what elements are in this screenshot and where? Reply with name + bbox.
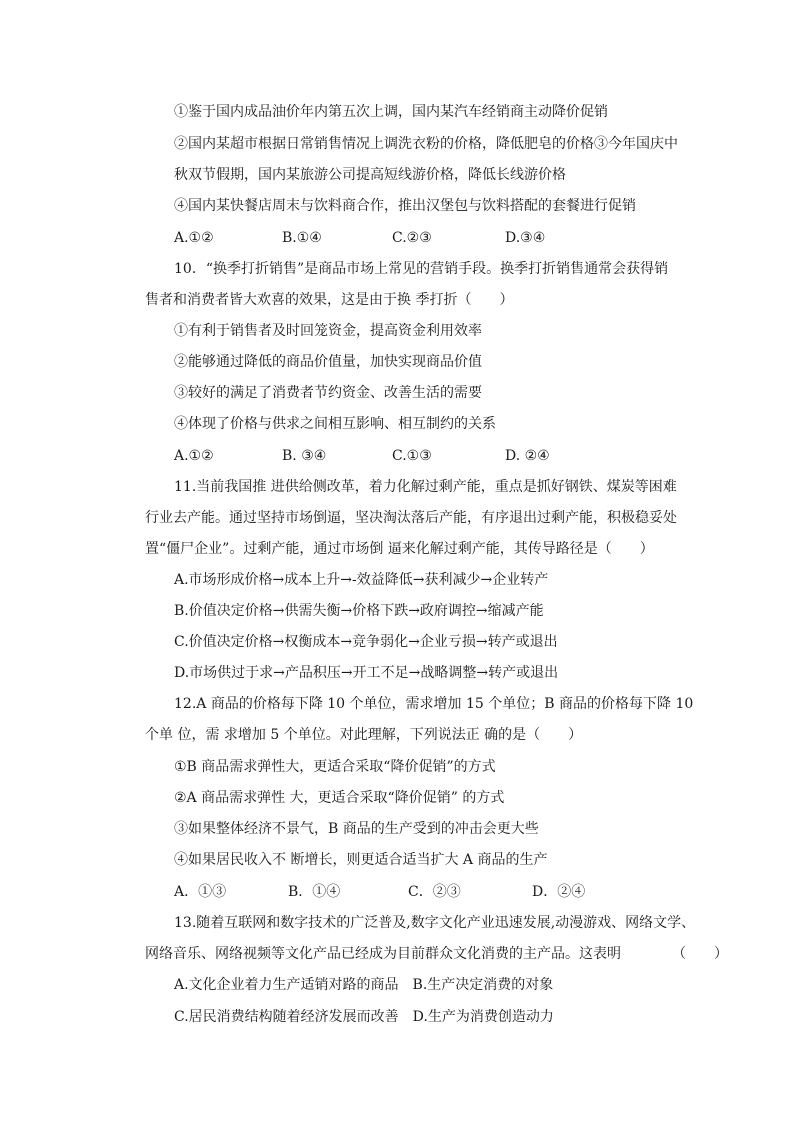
q12-item-3: ③如果整体经济不景气，B 商品的生产受到的冲击会更大些: [174, 821, 539, 837]
q12-option-b: B．①④: [288, 884, 341, 900]
q10-option-d: D. ②④: [505, 448, 550, 464]
q12-item-1: ①B 商品需求弹性大，更适合采取“降价促销”的方式: [174, 759, 496, 775]
q10-item-2: ②能够通过降低的商品价值量，加快实现商品价值: [174, 354, 482, 370]
q9-item-4: ④国内某快餐店周末与饮料商合作，推出汉堡包与饮料搭配的套餐进行促销: [174, 198, 636, 214]
q10-option-a: A.①②: [174, 448, 214, 464]
q13-options-line-1: A.文化企业着力生产适销对路的商品 B.生产决定消费的对象: [174, 977, 554, 993]
q9-option-c: C.②③: [392, 230, 432, 246]
q9-option-d: D.③④: [505, 230, 546, 246]
q13-options-line-2: C.居民消费结构随着经济发展而改善 D.生产为消费创造动力: [174, 1009, 554, 1025]
q10-stem-line-2: 售者和消费者皆大欢喜的效果，这是由于换 季打折（ ）: [145, 292, 514, 308]
q12-item-2: ②A 商品需求弹性 大，更适合采取“降价促销” 的方式: [174, 790, 505, 806]
q9-item-2-cont: 秋双节假期，国内某旅游公司提高短线游价格，降低长线游价格: [174, 167, 566, 183]
q10-item-1: ①有利于销售者及时回笼资金，提高资金利用效率: [174, 323, 482, 339]
q10-item-4: ④体现了价格与供求之间相互影响、相互制约的关系: [174, 416, 496, 432]
q13-answer-paren: （ ）: [672, 946, 728, 962]
q13-stem-line-1: 13.随着互联网和数字技术的广泛普及,数字文化产业迅速发展,动漫游戏、网络文学、: [174, 915, 696, 931]
q12-stem-line-2: 个单 位，需 求增加 5 个单位。对此理解，下列说法正 确的是（ ）: [145, 727, 583, 743]
q11-option-b: B.价值决定价格→供需失衡→价格下跌→政府调控→缩减产能: [174, 603, 544, 619]
q12-option-d: D．②④: [532, 884, 586, 900]
q13-stem-line-2: 网络音乐、网络视频等文化产品已经成为目前群众文化消费的主产品。这表明: [145, 946, 621, 962]
q12-stem-line-1: 12.A 商品的价格每下降 10 个单位，需求增加 15 个单位；B 商品的价格每下降 10: [174, 696, 694, 712]
q11-option-a: A.市场形成价格→成本上升→-效益降低→获利减少→企业转产: [174, 572, 549, 588]
q11-option-c: C.价值决定价格→权衡成本→竞争弱化→企业亏损→转产或退出: [174, 634, 558, 650]
q10-stem-line-1: 10．“换季打折销售”是商品市场上常见的营销手段。换季打折销售通常会获得销: [174, 261, 669, 277]
q10-item-3: ③较好的满足了消费者节约资金、改善生活的需要: [174, 385, 482, 401]
q11-stem-line-2: 行业去产能。通过坚持市场倒逼，坚决淘汰落后产能，有序退出过剩产能，积极稳妥处: [145, 510, 677, 526]
q9-option-a: A.①②: [174, 230, 214, 246]
q9-item-2: ②国内某超市根据日常销售情况上调洗衣粉的价格，降低肥皂的价格③今年国庆中: [174, 136, 678, 152]
q9-option-b: B.①④: [282, 230, 322, 246]
q11-option-d: D.市场供过于求→产品积压→开工不足→战略调整→转产或退出: [174, 665, 559, 681]
q11-stem-line-3: 置“僵尸企业”。过剩产能，通过市场倒 逼来化解过剩产能，其传导路径是（ ）: [145, 541, 654, 557]
q12-option-c: C．②③: [408, 884, 461, 900]
q10-option-c: C.①③: [392, 448, 432, 464]
q12-item-4: ④如果居民收入不 断增长，则更适合适当扩大 A 商品的生产: [174, 852, 548, 868]
q12-option-a: A．①③: [174, 884, 227, 900]
q9-item-1: ①鉴于国内成品油价年内第五次上调，国内某汽车经销商主动降价促销: [174, 104, 608, 120]
q11-stem-line-1: 11.当前我国推 进供给侧改革，着力化解过剩产能，重点是抓好钢铁、煤炭等困难: [174, 479, 677, 495]
q10-option-b: B. ③④: [282, 448, 327, 464]
